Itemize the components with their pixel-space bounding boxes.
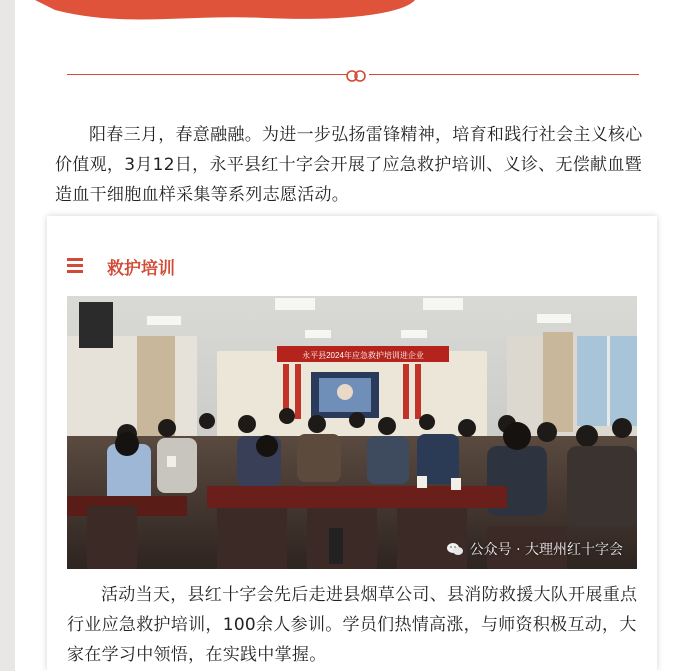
section-title: 救护培训 bbox=[107, 259, 175, 279]
wechat-icon bbox=[446, 540, 464, 558]
divider-right bbox=[369, 74, 639, 75]
section-card bbox=[47, 216, 657, 671]
body-paragraph: 活动当天，县红十字会先后走进县烟草公司、县消防救援大队开展重点行业应急救护培训，100余人参训。学员们热情高涨，与师资积极互动，大家在学习中领悟，在实践中掌握。 bbox=[67, 585, 638, 665]
training-photo bbox=[67, 296, 637, 569]
top-banner-wave bbox=[15, 0, 674, 30]
divider-left bbox=[67, 74, 347, 75]
rings-ornament-icon bbox=[343, 68, 369, 84]
photo-watermark bbox=[446, 539, 623, 559]
photo-banner-text: 永平县2024年应急救护培训进企业 bbox=[302, 351, 424, 360]
watermark-text: 公众号 · 大理州红十字会 bbox=[469, 542, 623, 558]
menu-lines-icon bbox=[67, 258, 83, 274]
intro-paragraph: 阳春三月，春意融融。为进一步弘扬雷锋精神，培育和践行社会主义核心价值观，3月12日，永平县红十字会开展了应急救护培训、义诊、无偿献血暨造血干细胞血样采集等系列志愿活动。 bbox=[55, 125, 643, 205]
article-page bbox=[15, 0, 674, 671]
